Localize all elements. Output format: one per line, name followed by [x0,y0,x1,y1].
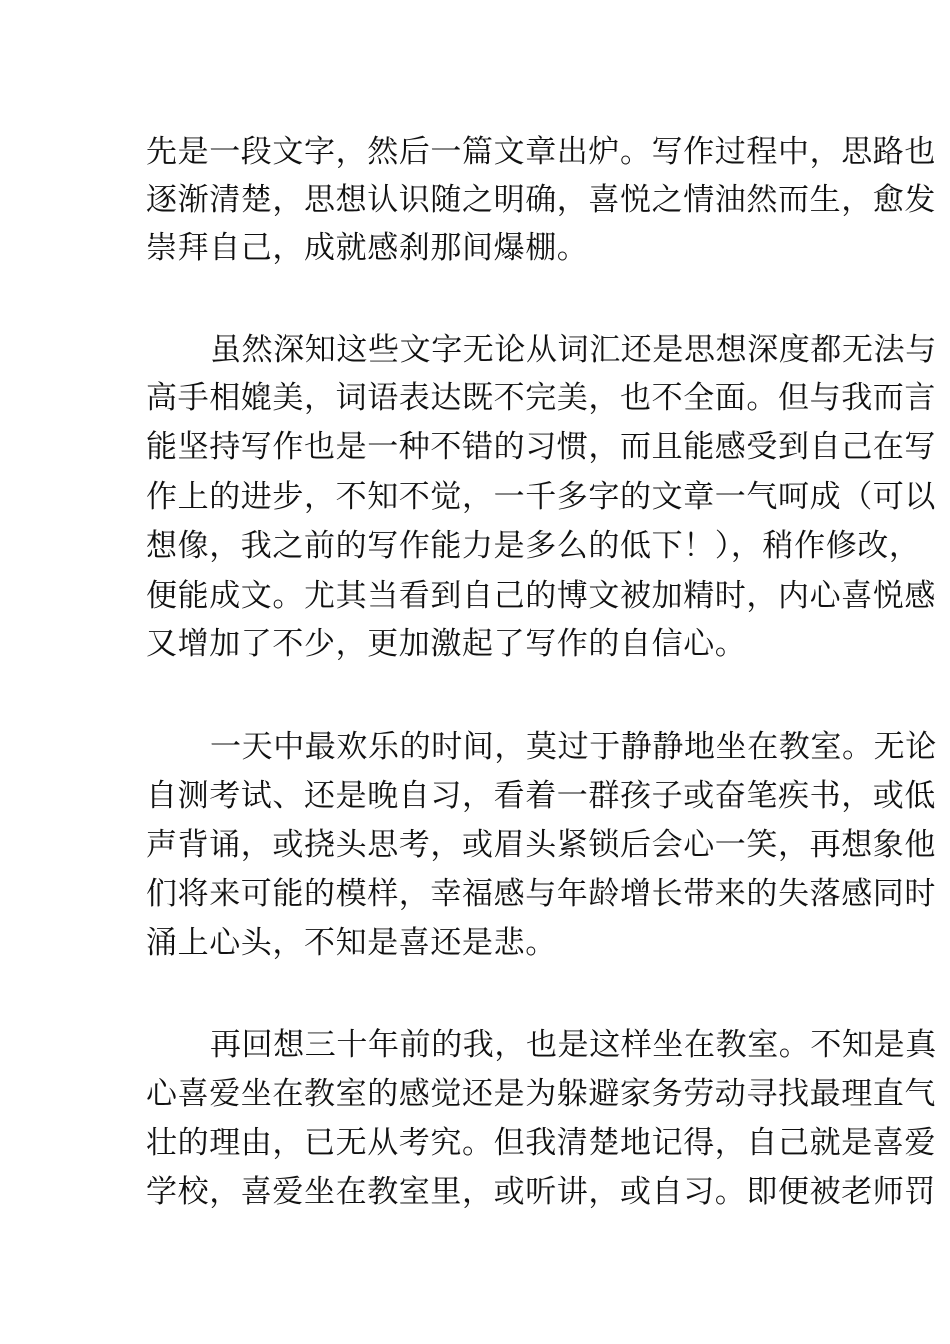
paragraph-3-line-5: 涌上心头，不知是喜还是悲。 [146,925,557,961]
paragraph-3-line-1: 一天中最欢乐的时间，莫过于静静地坐在教室。无论 [210,729,937,765]
paragraph-2-line-6: 便能成文。尤其当看到自己的博文被加精时，内心喜悦感 [146,578,936,614]
paragraph-1-line-1: 先是一段文字，然后一篇文章出炉。写作过程中，思路也 [146,134,936,170]
paragraph-2-line-3: 能坚持写作也是一种不错的习惯，而且能感受到自己在写 [146,429,936,465]
paragraph-1-line-3: 崇拜自己，成就感刹那间爆棚。 [146,230,589,266]
paragraph-3-line-2: 自测考试、还是晚自习，看着一群孩子或奋笔疾书，或低 [146,778,936,814]
paragraph-2-line-4: 作上的进步，不知不觉，一千多字的文章一气呵成（可以 [146,479,936,515]
paragraph-4-line-3: 壮的理由，已无从考究。但我清楚地记得，自己就是喜爱 [146,1125,936,1161]
paragraph-2-line-5: 想像，我之前的写作能力是多么的低下！），稍作修改， [146,528,921,564]
paragraph-1-line-2: 逐渐清楚，思想认识随之明确，喜悦之情油然而生，愈发 [146,182,936,218]
paragraph-3-line-3: 声背诵，或挠头思考，或眉头紧锁后会心一笑，再想象他 [146,827,936,863]
paragraph-3-line-4: 们将来可能的模样，幸福感与年龄增长带来的失落感同时 [146,876,936,912]
paragraph-2-line-7: 又增加了不少，更加激起了写作的自信心。 [146,626,747,662]
paragraph-2-line-2: 高手相媲美，词语表达既不完美，也不全面。但与我而言 [146,380,936,416]
paragraph-4-line-2: 心喜爱坐在教室的感觉还是为躲避家务劳动寻找最理直气 [146,1076,936,1112]
paragraph-4-line-4: 学校，喜爱坐在教室里，或听讲，或自习。即便被老师罚 [146,1174,936,1210]
paragraph-4-line-1: 再回想三十年前的我，也是这样坐在教室。不知是真 [210,1027,937,1063]
paragraph-2-line-1: 虽然深知这些文字无论从词汇还是思想深度都无法与 [210,332,937,368]
